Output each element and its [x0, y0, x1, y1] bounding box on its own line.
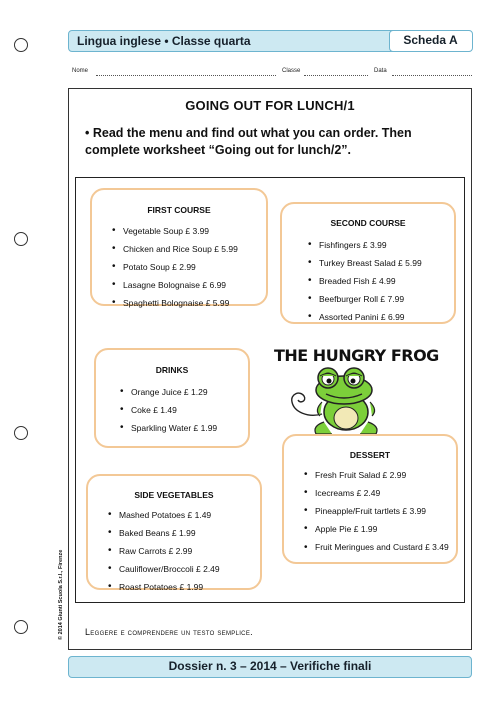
restaurant-name: THE HUNGRY FROG [274, 346, 439, 365]
header-subject: Lingua inglese • Classe quarta [77, 34, 251, 48]
binder-hole-icon [14, 232, 28, 246]
list-item: • Assorted Panini £ 6.99 [308, 308, 422, 326]
list-item: • Apple Pie £ 1.99 [304, 520, 454, 538]
name-label: Nome [72, 68, 89, 74]
date-label: Data [374, 68, 387, 74]
list-item: • Baked Beans £ 1.99 [108, 524, 220, 542]
copyright: © 2014 Giunti Scuola S.r.l., Firenze [58, 549, 64, 640]
student-fields [72, 68, 472, 80]
list-item: • Roast Potatoes £ 1.99 [108, 578, 220, 596]
list-item: • Spaghetti Bolognaise £ 5.99 [112, 294, 238, 312]
list-item: • Potato Soup £ 2.99 [112, 258, 238, 276]
name-field[interactable] [96, 75, 276, 76]
side-vegetables-title: SIDE VEGETABLES [134, 490, 214, 500]
list-item: • Fruit Meringues and Custard £ 3.49 [304, 540, 454, 555]
list-item: • Fishfingers £ 3.99 [308, 236, 422, 254]
list-item: • Cauliflower/Broccoli £ 2.49 [108, 560, 220, 578]
worksheet-frame [68, 88, 472, 650]
first-course-title: FIRST COURSE [147, 205, 211, 215]
list-item: • Vegetable Soup £ 3.99 [112, 222, 238, 240]
side-vegetables-list [108, 506, 220, 596]
frog-icon [288, 362, 384, 442]
second-course-title: SECOND COURSE [330, 218, 406, 228]
list-item: • Sparkling Water £ 1.99 [120, 419, 217, 437]
list-item: • Lasagne Bolognaise £ 6.99 [112, 276, 238, 294]
binder-hole-icon [14, 38, 28, 52]
dessert-box [282, 434, 458, 564]
first-course-box [90, 188, 268, 306]
date-field[interactable] [392, 75, 472, 76]
list-item: • Mashed Potatoes £ 1.49 [108, 506, 220, 524]
class-field[interactable] [304, 75, 368, 76]
instructions: • Read the menu and find out what you can order. Then complete worksheet “Going out for lunch/2”. [85, 126, 412, 157]
list-item: • Beefburger Roll £ 7.99 [308, 290, 422, 308]
second-course-box [280, 202, 456, 324]
drinks-title: DRINKS [155, 365, 189, 375]
class-label: Classe [282, 68, 301, 74]
second-course-list [308, 236, 422, 326]
binder-hole-icon [14, 620, 28, 634]
list-item: • Chicken and Rice Soup £ 5.99 [112, 240, 238, 258]
list-item: • Orange Juice £ 1.29 [120, 383, 217, 401]
list-item: • Breaded Fish £ 4.99 [308, 272, 422, 290]
side-vegetables-box [86, 474, 262, 590]
menu-frame [75, 177, 465, 603]
first-course-list [112, 222, 238, 312]
learning-objective: Leggere e comprendere un testo semplice. [85, 627, 253, 637]
list-item: • Turkey Breast Salad £ 5.99 [308, 254, 422, 272]
list-item: • Fresh Fruit Salad £ 2.99 [304, 466, 454, 484]
list-item: • Pineapple/Fruit tartlets £ 3.99 [304, 502, 454, 520]
drinks-list [120, 383, 217, 437]
list-item: • Icecreams £ 2.49 [304, 484, 454, 502]
drinks-box [94, 348, 250, 448]
list-item: • Raw Carrots £ 2.99 [108, 542, 220, 560]
header-bar [68, 30, 472, 52]
dessert-title: DESSERT [349, 450, 391, 460]
sheet-tab: Scheda A [389, 30, 473, 52]
footer-bar: Dossier n. 3 – 2014 – Verifiche finali [68, 656, 472, 678]
worksheet-title: GOING OUT FOR LUNCH/1 [185, 98, 355, 113]
binder-hole-icon [14, 426, 28, 440]
dessert-list [304, 466, 454, 555]
list-item: • Coke £ 1.49 [120, 401, 217, 419]
